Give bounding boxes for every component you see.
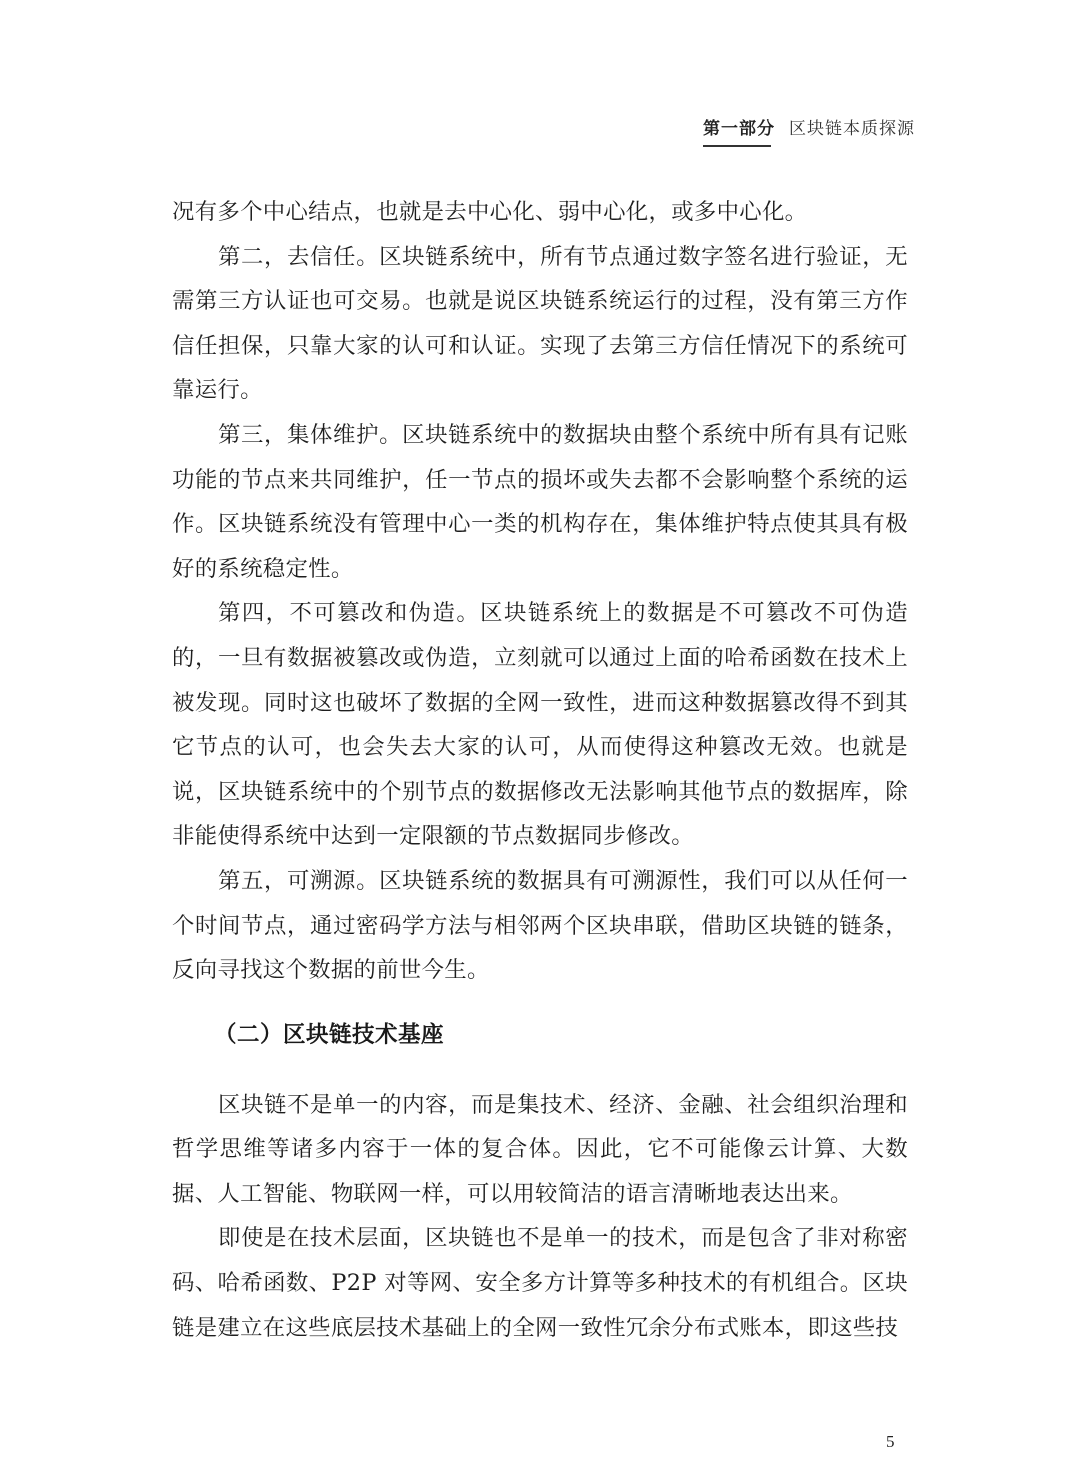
section-heading: （二）区块链技术基座 [214,1021,445,1048]
page-number: 5 [886,1432,895,1451]
paragraph-continued: 况有多个中心结点，也就是去中心化、弱中心化，或多中心化。 [172,199,808,225]
running-head-part-title: 区块链本质探源 [789,119,915,139]
running-head [703,114,913,154]
running-head-rule [703,145,771,147]
paragraph-section-technology: 即使是在技术层面，区块链也不是单一的技术，而是包含了非对称密码、哈希函数、P2P 对等网、安全多方计算等多种技术的有机组合。区块链是建立在这些底层技术基础上的全网一致性冗余分布式账本，即这些技 [172,1225,908,1341]
running-head-part-label: 第一部分 [703,119,775,139]
paragraph-trustless: 第二，去信任。区块链系统中，所有节点通过数字签名进行验证，无需第三方认证也可交易。也就是说区块链系统运行的过程，没有第三方作信任担保，只靠大家的认可和认证。实现了去第三方信任情况下的系统可靠运行。 [172,243,908,404]
paragraph-section-intro: 区块链不是单一的内容，而是集技术、经济、金融、社会组织治理和哲学思维等诸多内容于一体的复合体。因此，它不可能像云计算、大数据、人工智能、物联网一样，可以用较简洁的语言清晰地表达出来。 [172,1091,908,1207]
paragraph-collective-maintenance: 第三，集体维护。区块链系统中的数据块由整个系统中所有具有记账功能的节点来共同维护，任一节点的损坏或失去都不会影响整个系统的运作。区块链系统没有管理中心一类的机构存在，集体维护特点使其具有极好的系统稳定性。 [172,421,908,582]
paragraph-traceability: 第五，可溯源。区块链系统的数据具有可溯源性，我们可以从任何一个时间节点，通过密码学方法与相邻两个区块串联，借助区块链的链条，反向寻找这个数据的前世今生。 [172,867,908,984]
body-text [172,190,908,1350]
paragraph-tamper-proof: 第四，不可篡改和伪造。区块链系统上的数据是不可篡改不可伪造的，一旦有数据被篡改或伪造，立刻就可以通过上面的哈希函数在技术上被发现。同时这也破坏了数据的全网一致性，进而这种数据篡改得不到其它节点的认可，也会失去大家的认可，从而使得这种篡改无效。也就是说，区块链系统中的个别节点的数据修改无法影响其他节点的数据库，除非能使得系统中达到一定限额的节点数据同步修改。 [172,600,908,850]
